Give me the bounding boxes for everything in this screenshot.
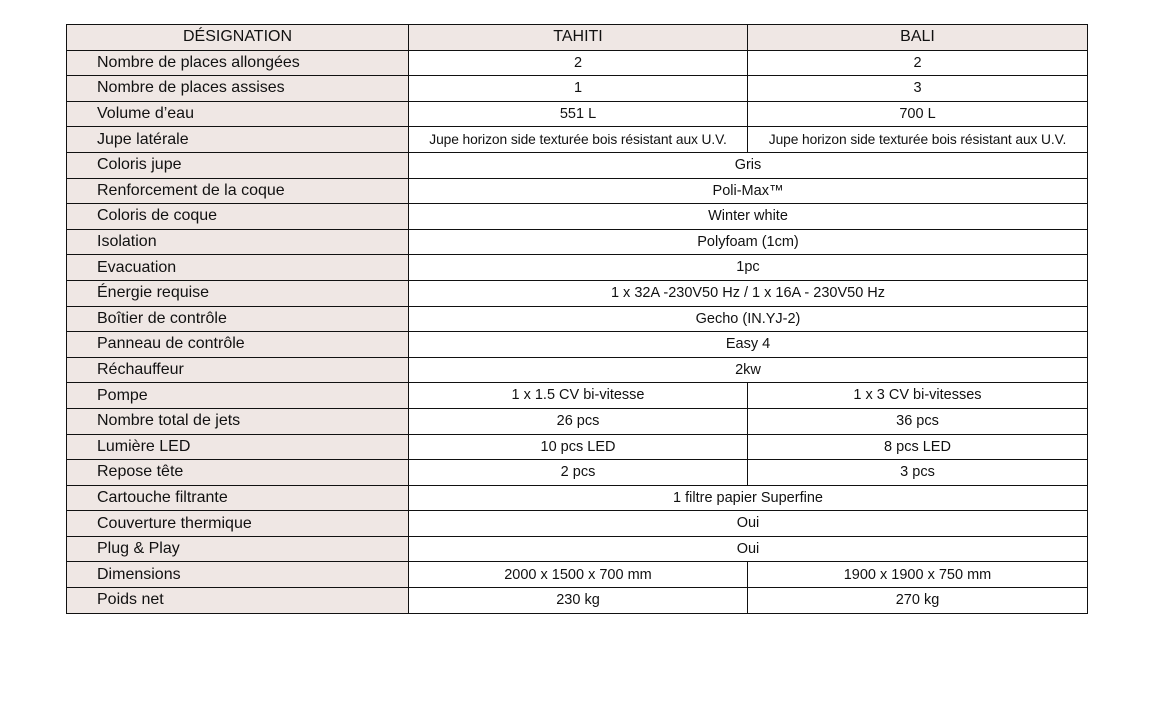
row-label: Lumière LED [67, 434, 409, 460]
row-label: Panneau de contrôle [67, 332, 409, 358]
shared-value: 1pc [409, 255, 1088, 281]
header-row [67, 25, 1088, 51]
tahiti-value: 2 pcs [409, 460, 748, 486]
header-designation: DÉSIGNATION [67, 25, 409, 51]
table-row [67, 460, 1088, 486]
row-label: Evacuation [67, 255, 409, 281]
bali-value: 3 [748, 76, 1088, 102]
bali-value: 1900 x 1900 x 750 mm [748, 562, 1088, 588]
bali-value: 700 L [748, 101, 1088, 127]
row-label: Plug & Play [67, 536, 409, 562]
tahiti-value: 1 [409, 76, 748, 102]
row-label: Nombre de places allongées [67, 50, 409, 76]
tahiti-value: 551 L [409, 101, 748, 127]
tahiti-value: 1 x 1.5 CV bi-vitesse [409, 383, 748, 409]
shared-value: 1 filtre papier Superfine [409, 485, 1088, 511]
shared-value: Poli-Max™ [409, 178, 1088, 204]
bali-value: 270 kg [748, 588, 1088, 614]
tahiti-value: 2000 x 1500 x 700 mm [409, 562, 748, 588]
shared-value: Gris [409, 152, 1088, 178]
row-label: Pompe [67, 383, 409, 409]
row-label: Énergie requise [67, 280, 409, 306]
row-label: Nombre de places assises [67, 76, 409, 102]
shared-value: Oui [409, 511, 1088, 537]
table-row [67, 485, 1088, 511]
table-row [67, 229, 1088, 255]
row-label: Cartouche filtrante [67, 485, 409, 511]
bali-value: 36 pcs [748, 408, 1088, 434]
row-label: Poids net [67, 588, 409, 614]
spec-table [66, 24, 1088, 614]
shared-value: Gecho (IN.YJ-2) [409, 306, 1088, 332]
table-row [67, 280, 1088, 306]
table-row [67, 204, 1088, 230]
shared-value: 2kw [409, 357, 1088, 383]
row-label: Réchauffeur [67, 357, 409, 383]
shared-value: Easy 4 [409, 332, 1088, 358]
table-row [67, 383, 1088, 409]
header-bali: BALI [748, 25, 1088, 51]
tahiti-value: Jupe horizon side texturée bois résistant aux U.V. [409, 127, 748, 153]
bali-value: 1 x 3 CV bi-vitesses [748, 383, 1088, 409]
row-label: Couverture thermique [67, 511, 409, 537]
row-label: Boîtier de contrôle [67, 306, 409, 332]
row-label: Isolation [67, 229, 409, 255]
tahiti-value: 10 pcs LED [409, 434, 748, 460]
table-row [67, 50, 1088, 76]
row-label: Coloris jupe [67, 152, 409, 178]
table-row [67, 255, 1088, 281]
row-label: Volume d’eau [67, 101, 409, 127]
shared-value: Polyfoam (1cm) [409, 229, 1088, 255]
bali-value: 2 [748, 50, 1088, 76]
row-label: Coloris de coque [67, 204, 409, 230]
shared-value: Winter white [409, 204, 1088, 230]
shared-value: 1 x 32A -230V50 Hz / 1 x 16A - 230V50 Hz [409, 280, 1088, 306]
row-label: Nombre total de jets [67, 408, 409, 434]
shared-value: Oui [409, 536, 1088, 562]
table-row [67, 408, 1088, 434]
tahiti-value: 26 pcs [409, 408, 748, 434]
table-row [67, 511, 1088, 537]
table-row [67, 332, 1088, 358]
table-row [67, 588, 1088, 614]
row-label: Jupe latérale [67, 127, 409, 153]
tahiti-value: 2 [409, 50, 748, 76]
row-label: Repose tête [67, 460, 409, 486]
table-row [67, 434, 1088, 460]
table-row [67, 562, 1088, 588]
table-row [67, 152, 1088, 178]
table-row [67, 127, 1088, 153]
header-tahiti: TAHITI [409, 25, 748, 51]
table-row [67, 357, 1088, 383]
table-row [67, 101, 1088, 127]
table-row [67, 306, 1088, 332]
row-label: Dimensions [67, 562, 409, 588]
bali-value: 8 pcs LED [748, 434, 1088, 460]
tahiti-value: 230 kg [409, 588, 748, 614]
bali-value: Jupe horizon side texturée bois résistant aux U.V. [748, 127, 1088, 153]
table-row [67, 536, 1088, 562]
table-row [67, 178, 1088, 204]
row-label: Renforcement de la coque [67, 178, 409, 204]
bali-value: 3 pcs [748, 460, 1088, 486]
table-row [67, 76, 1088, 102]
